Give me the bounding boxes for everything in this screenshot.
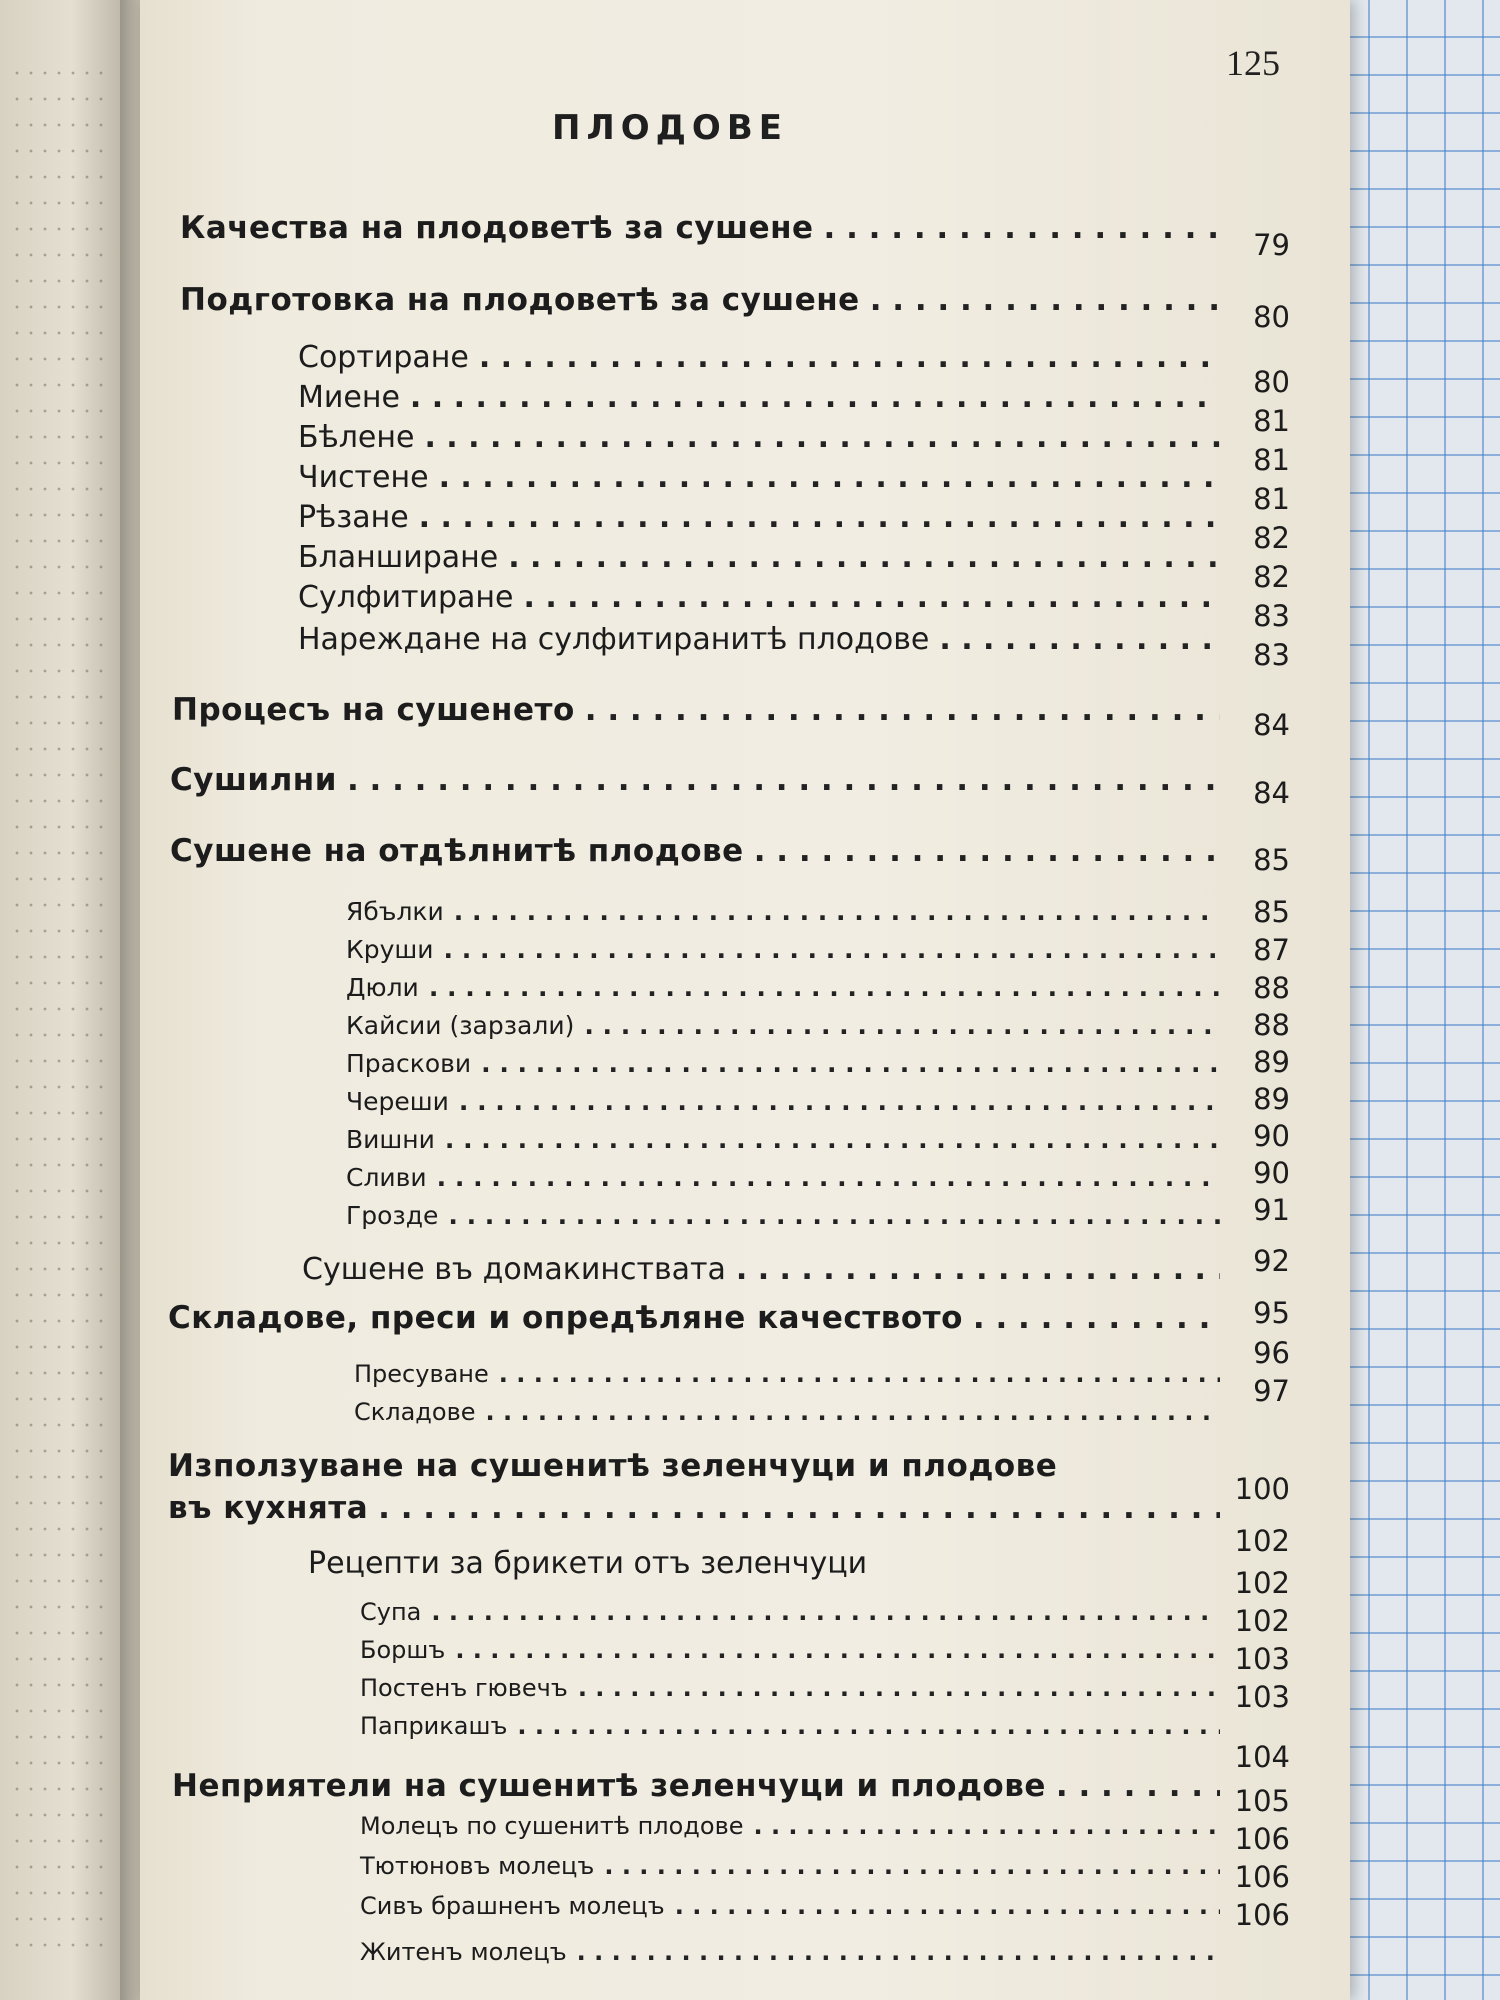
toc-entry: Сортиране . .: [298, 340, 1230, 375]
toc-entry: въ кухнята . .: [168, 1490, 1230, 1526]
toc-page-number: 82: [1253, 560, 1290, 594]
toc-entry: Процесъ на сушенето . .: [172, 692, 1230, 728]
toc-page-number: 106: [1234, 1822, 1290, 1856]
toc-entry: Миене . .: [298, 380, 1230, 415]
background-grid-paper: [1330, 0, 1500, 2000]
toc-page-number: 87: [1253, 933, 1290, 967]
toc-entry: Житенъ молецъ . .: [360, 1938, 1230, 1966]
toc-page-number: 81: [1253, 443, 1290, 477]
toc-page-number: 95: [1253, 1296, 1290, 1330]
toc-entry: Грозде . .: [346, 1201, 1230, 1230]
toc-entry: Рецепти за брикети отъ зеленчуци: [308, 1546, 868, 1581]
toc-entry: Вишни . .: [346, 1125, 1230, 1154]
page-title: ПЛОДОВЕ: [552, 108, 788, 148]
toc-page-number: 84: [1253, 708, 1290, 742]
toc-page-number: 85: [1253, 895, 1290, 929]
toc-entry: Сушене въ домакинствата . .: [302, 1252, 1230, 1287]
toc-page-number: 88: [1253, 971, 1290, 1005]
toc-entry: Чистене . .: [298, 460, 1230, 495]
toc-page-number: 106: [1234, 1860, 1290, 1894]
toc-page-number: 80: [1253, 365, 1290, 399]
toc-entry: Тютюновъ молецъ . .: [360, 1852, 1230, 1880]
toc-page-number: 91: [1253, 1193, 1290, 1227]
toc-entry: Круши . .: [346, 935, 1230, 964]
toc-entry: Кайсии (зарзали) . .: [346, 1011, 1230, 1040]
toc-entry: Подготовка на плодоветѣ за сушене . .: [180, 282, 1230, 318]
toc-page-number: 89: [1253, 1045, 1290, 1079]
toc-page-number: 102: [1234, 1604, 1290, 1638]
toc-page-number: 103: [1234, 1680, 1290, 1714]
toc-page-number: 88: [1253, 1008, 1290, 1042]
toc-entry: Боршъ . .: [360, 1636, 1230, 1664]
toc-entry: Сушене на отдѣлнитѣ плодове . .: [170, 833, 1230, 869]
toc-entry: Неприятели на сушенитѣ зеленчуци и плодове . .: [172, 1768, 1230, 1804]
toc-page-number: 102: [1234, 1566, 1290, 1600]
toc-page-number: 83: [1253, 638, 1290, 672]
toc-entry: Складове . .: [354, 1398, 1230, 1426]
toc-page-number: 97: [1253, 1374, 1290, 1408]
toc-page-number: 85: [1253, 843, 1290, 877]
toc-page-number: 90: [1253, 1156, 1290, 1190]
toc-entry: Сивъ брашненъ молецъ . .: [360, 1892, 1230, 1920]
toc-page-number: 105: [1234, 1784, 1290, 1818]
page-number: 125: [1226, 43, 1280, 83]
toc-page-number: 83: [1253, 599, 1290, 633]
toc-entry: Бланширане . .: [298, 540, 1230, 575]
toc-entry: Бѣлене . .: [298, 420, 1230, 455]
toc-page-number: 103: [1234, 1642, 1290, 1676]
toc-page-number: 81: [1253, 482, 1290, 516]
toc-page-number: 80: [1253, 300, 1290, 334]
toc-page-number: 104: [1234, 1740, 1290, 1774]
toc-entry: Молецъ по сушенитѣ плодове . .: [360, 1812, 1230, 1840]
book-page: [140, 0, 1350, 2000]
toc-entry: Складове, преси и опредѣляне качеството . .: [168, 1300, 1230, 1336]
toc-entry: Сулфитиране . .: [298, 580, 1230, 615]
toc-page-number: 106: [1234, 1898, 1290, 1932]
toc-page-number: 96: [1253, 1336, 1290, 1370]
toc-entry: Супа . .: [360, 1598, 1230, 1626]
toc-page-number: 81: [1253, 404, 1290, 438]
toc-page-number: 92: [1253, 1244, 1290, 1278]
toc-entry: Пресуване . .: [354, 1360, 1230, 1388]
toc-entry: Дюли . .: [346, 973, 1230, 1002]
toc-page-number: 82: [1253, 521, 1290, 555]
toc-entry: Череши . .: [346, 1087, 1230, 1116]
toc-entry: Паприкашъ . .: [360, 1712, 1230, 1740]
toc-entry: Качества на плодоветѣ за сушене . .: [180, 210, 1230, 246]
toc-entry: Ябълки . .: [346, 897, 1230, 926]
toc-entry: Сушилни . .: [170, 762, 1230, 798]
toc-entry: Рѣзане . .: [298, 500, 1230, 535]
toc-page-number: 90: [1253, 1119, 1290, 1153]
toc-entry: Сливи . .: [346, 1163, 1230, 1192]
toc-entry: Използуване на сушенитѣ зеленчуци и плодове: [168, 1448, 1058, 1484]
facing-page-edge: [0, 0, 130, 2000]
toc-page-number: 100: [1234, 1472, 1290, 1506]
toc-entry: Праскови . .: [346, 1049, 1230, 1078]
toc-page-number: 102: [1234, 1524, 1290, 1558]
toc-page-number: 79: [1253, 228, 1290, 262]
toc-page-number: 89: [1253, 1082, 1290, 1116]
toc-entry: Нареждане на сулфитиранитѣ плодове . .: [298, 622, 1230, 657]
toc-page-number: 84: [1253, 776, 1290, 810]
toc-entry: Постенъ гювечъ . .: [360, 1674, 1230, 1702]
